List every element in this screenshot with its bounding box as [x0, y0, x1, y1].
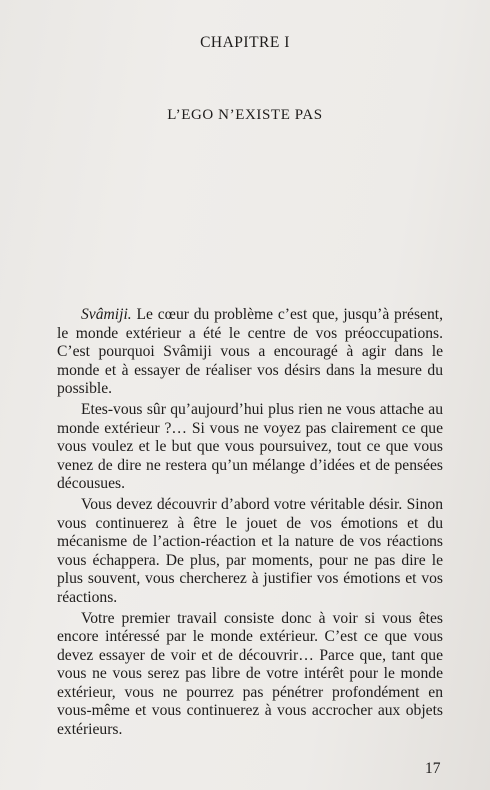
- page-number: 17: [425, 760, 441, 777]
- chapter-title: L’EGO N’EXISTE PAS: [167, 107, 323, 123]
- body-text: [57, 306, 443, 740]
- chapter-label: CHAPITRE I: [200, 34, 290, 51]
- paragraph-2: Etes-vous sûr qu’aujourd’hui plus rien ne vous attache au monde extérieur ?… Si vous ne voyez pas clairement ce que vous voulez et le but que vous poursuivez, tout ce que vous venez de dire ne restera qu’un mélange d’idées et de pensées décousues.: [57, 400, 443, 493]
- paragraph-3: Vous devez découvrir d’abord votre véritable désir. Sinon vous continuerez à être le jouet de vos émotions et du mécanisme de l’action-réaction et la nature de vos réactions vous échappera. De plus, par moments, pour ne pas dire le plus souvent, vous chercherez à justifier vos émotions et vos réactions.: [57, 495, 443, 606]
- paragraph-4: Votre premier travail consiste donc à voir si vous êtes encore intéressé par le monde extérieur. C’est ce que vous devez essayer de voir et de découvrir… Parce que, tant que vous ne vous serez pas libre de votre intérêt pour le monde extérieur, vous ne pourrez pas pénétrer profondément en vous-même et vous continuerez à vous accrocher aux objets extérieurs.: [57, 609, 443, 739]
- paragraph-1-text: Le cœur du problème c’est que, jusqu’à présent, le monde extérieur a été le centre de vos préoccupations. C’est pourquoi Svâmiji vous a encouragé à agir dans le monde et à essayer de réaliser vos désirs dans la mesure du possible.: [57, 306, 443, 398]
- speaker-name: Svâmiji.: [81, 306, 132, 323]
- paragraph-1: [57, 306, 443, 399]
